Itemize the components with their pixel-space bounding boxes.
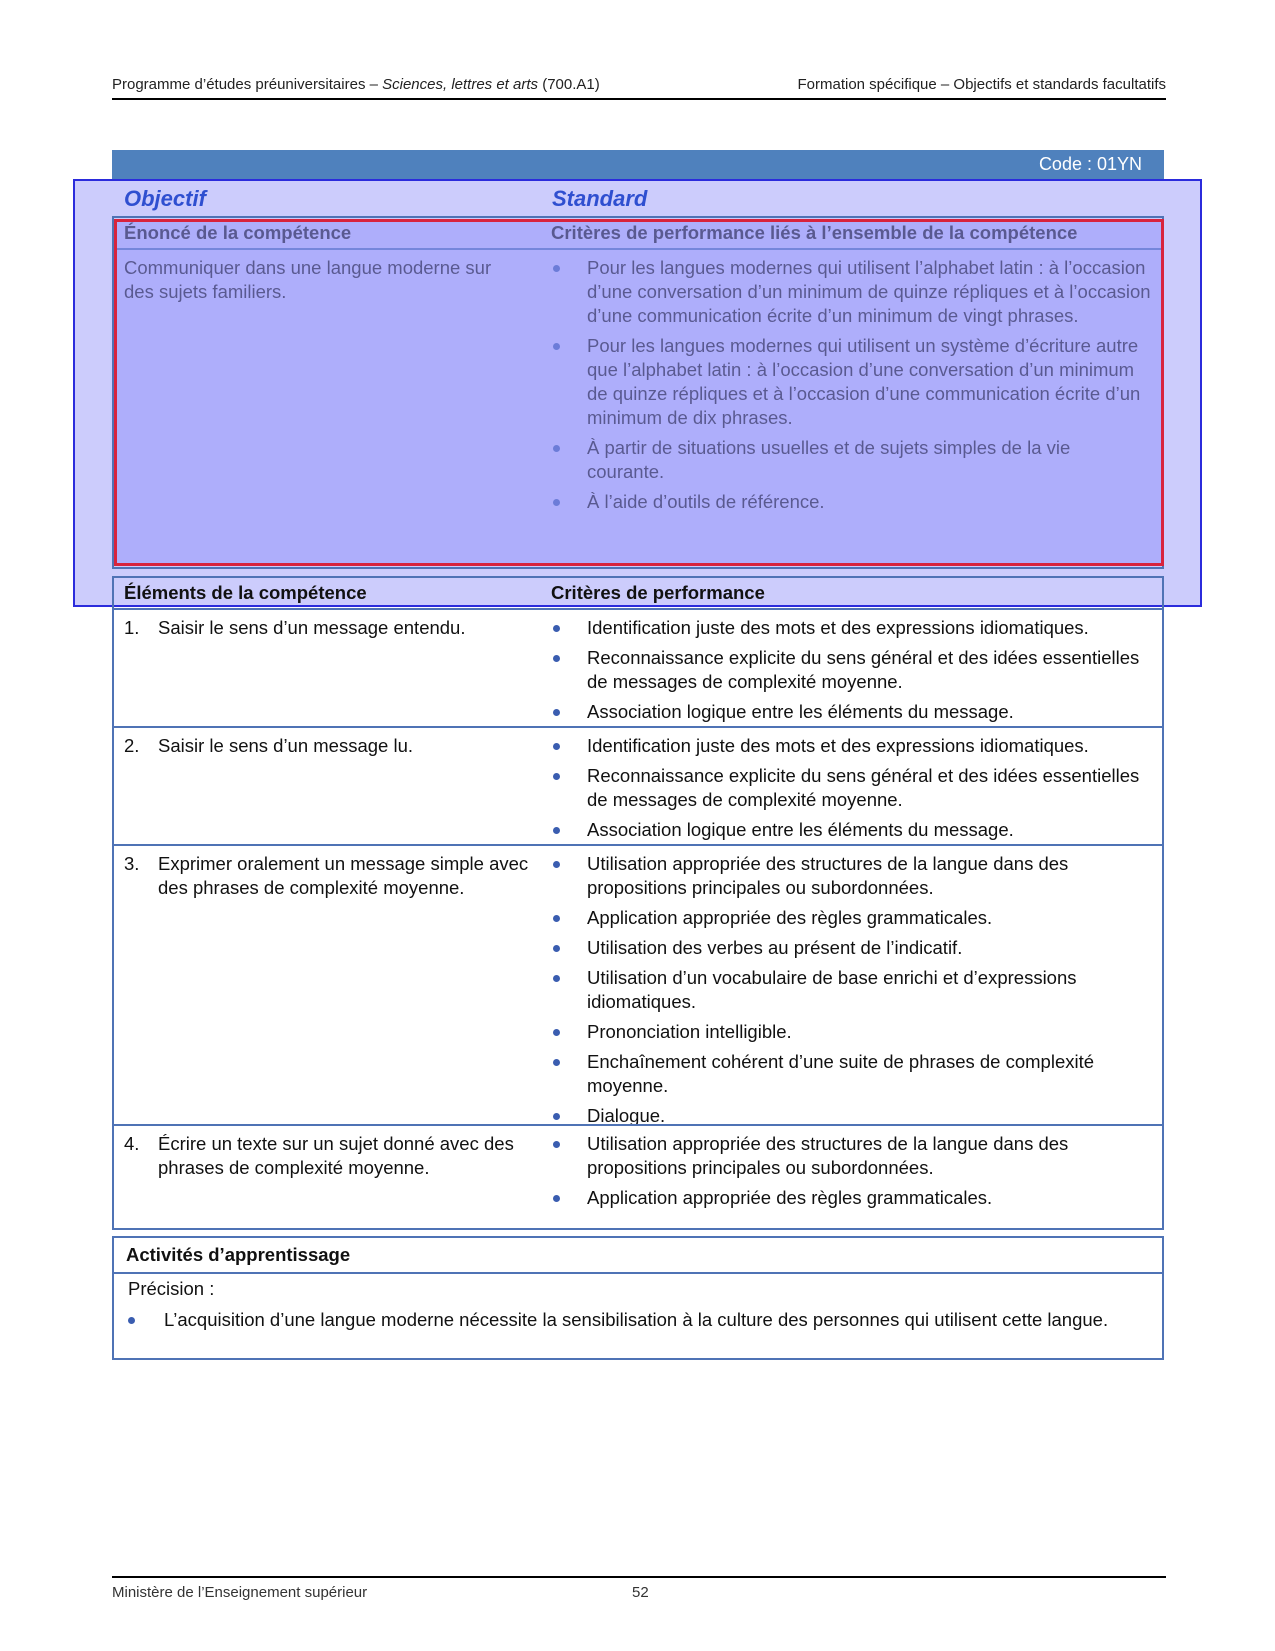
- elements-table: [112, 576, 1164, 1230]
- learning-activities: [112, 1236, 1164, 1360]
- element-criteria: [551, 852, 1151, 1134]
- page-number: 52: [632, 1584, 649, 1601]
- element-row-3: [114, 844, 1162, 1124]
- element-number: 3.: [124, 853, 140, 874]
- criteria-item: Application appropriée des règles grammaticales.: [551, 1186, 1151, 1210]
- elements-header-row: [114, 578, 1162, 608]
- enonce-highlight: [114, 219, 1164, 566]
- criteria-item: Reconnaissance explicite du sens général et des idées essentielles de messages de complexité moyenne.: [551, 764, 1151, 812]
- header-program: Programme d’études préuniversitaires – Sciences, lettres et arts (700.A1): [112, 76, 600, 93]
- page-header: [112, 74, 1166, 100]
- elements-col-header: Éléments de la compétence: [124, 582, 367, 603]
- header-section: Formation spécifique – Objectifs et standards facultatifs: [797, 76, 1166, 93]
- code-bar: [112, 150, 1164, 179]
- criteria-item: Association logique entre les éléments du message.: [551, 700, 1151, 724]
- criteria-item: Association logique entre les éléments du message.: [551, 818, 1151, 842]
- element-text: 3. Exprimer oralement un message simple avec des phrases de complexité moyenne.: [124, 853, 529, 898]
- criteria-item: Identification juste des mots et des expressions idiomatiques.: [551, 616, 1151, 640]
- page-footer: [112, 1576, 1166, 1601]
- element-row-2: [114, 726, 1162, 844]
- criteria-item: Utilisation d’un vocabulaire de base enrichi et d’expressions idiomatiques.: [551, 966, 1151, 1014]
- competency-code: Code : 01YN: [1038, 154, 1142, 174]
- criteria-item: Utilisation appropriée des structures de la langue dans des propositions principales ou subordonnées.: [551, 1132, 1151, 1180]
- activity-item: L’acquisition d’une langue moderne nécessite la sensibilisation à la culture des personnes qui utilisent cette langue.: [114, 1308, 1162, 1332]
- criteria-item: Application appropriée des règles grammaticales.: [551, 906, 1151, 930]
- element-row-1: [114, 608, 1162, 726]
- element-number: 1.: [124, 617, 140, 638]
- objectif-label: Objectif: [124, 186, 206, 211]
- criteria-item: Utilisation appropriée des structures de la langue dans des propositions principales ou subordonnées.: [551, 852, 1151, 900]
- element-criteria: [551, 734, 1151, 848]
- header-program-name: Sciences, lettres et arts: [382, 76, 539, 93]
- criteria-item: Enchaînement cohérent d’une suite de phrases de complexité moyenne.: [551, 1050, 1151, 1098]
- element-criteria: [551, 1132, 1151, 1216]
- criteria-item: Dialogue.: [551, 1104, 1151, 1128]
- criteria-item: Prononciation intelligible.: [551, 1020, 1151, 1044]
- criteria-item: Reconnaissance explicite du sens général et des idées essentielles de messages de complexité moyenne.: [551, 646, 1151, 694]
- criteria-item: Identification juste des mots et des expressions idiomatiques.: [551, 734, 1151, 758]
- footer-ministry: Ministère de l’Enseignement supérieur: [112, 1584, 368, 1601]
- criteria-item: Utilisation des verbes au présent de l’indicatif.: [551, 936, 1151, 960]
- performance-col-header: Critères de performance: [551, 582, 765, 603]
- precision-label: Précision :: [128, 1278, 215, 1299]
- element-number: 2.: [124, 735, 140, 756]
- standard-label: Standard: [552, 186, 648, 211]
- activities-title: Activités d’apprentissage: [114, 1238, 1162, 1274]
- element-text: 4. Écrire un texte sur un sujet donné avec des phrases de complexité moyenne.: [124, 1133, 514, 1178]
- element-criteria: [551, 616, 1151, 730]
- element-text: 2. Saisir le sens d’un message lu.: [124, 735, 414, 756]
- element-number: 4.: [124, 1133, 140, 1154]
- element-text: 1. Saisir le sens d’un message entendu.: [124, 617, 466, 638]
- element-row-4: [114, 1124, 1162, 1216]
